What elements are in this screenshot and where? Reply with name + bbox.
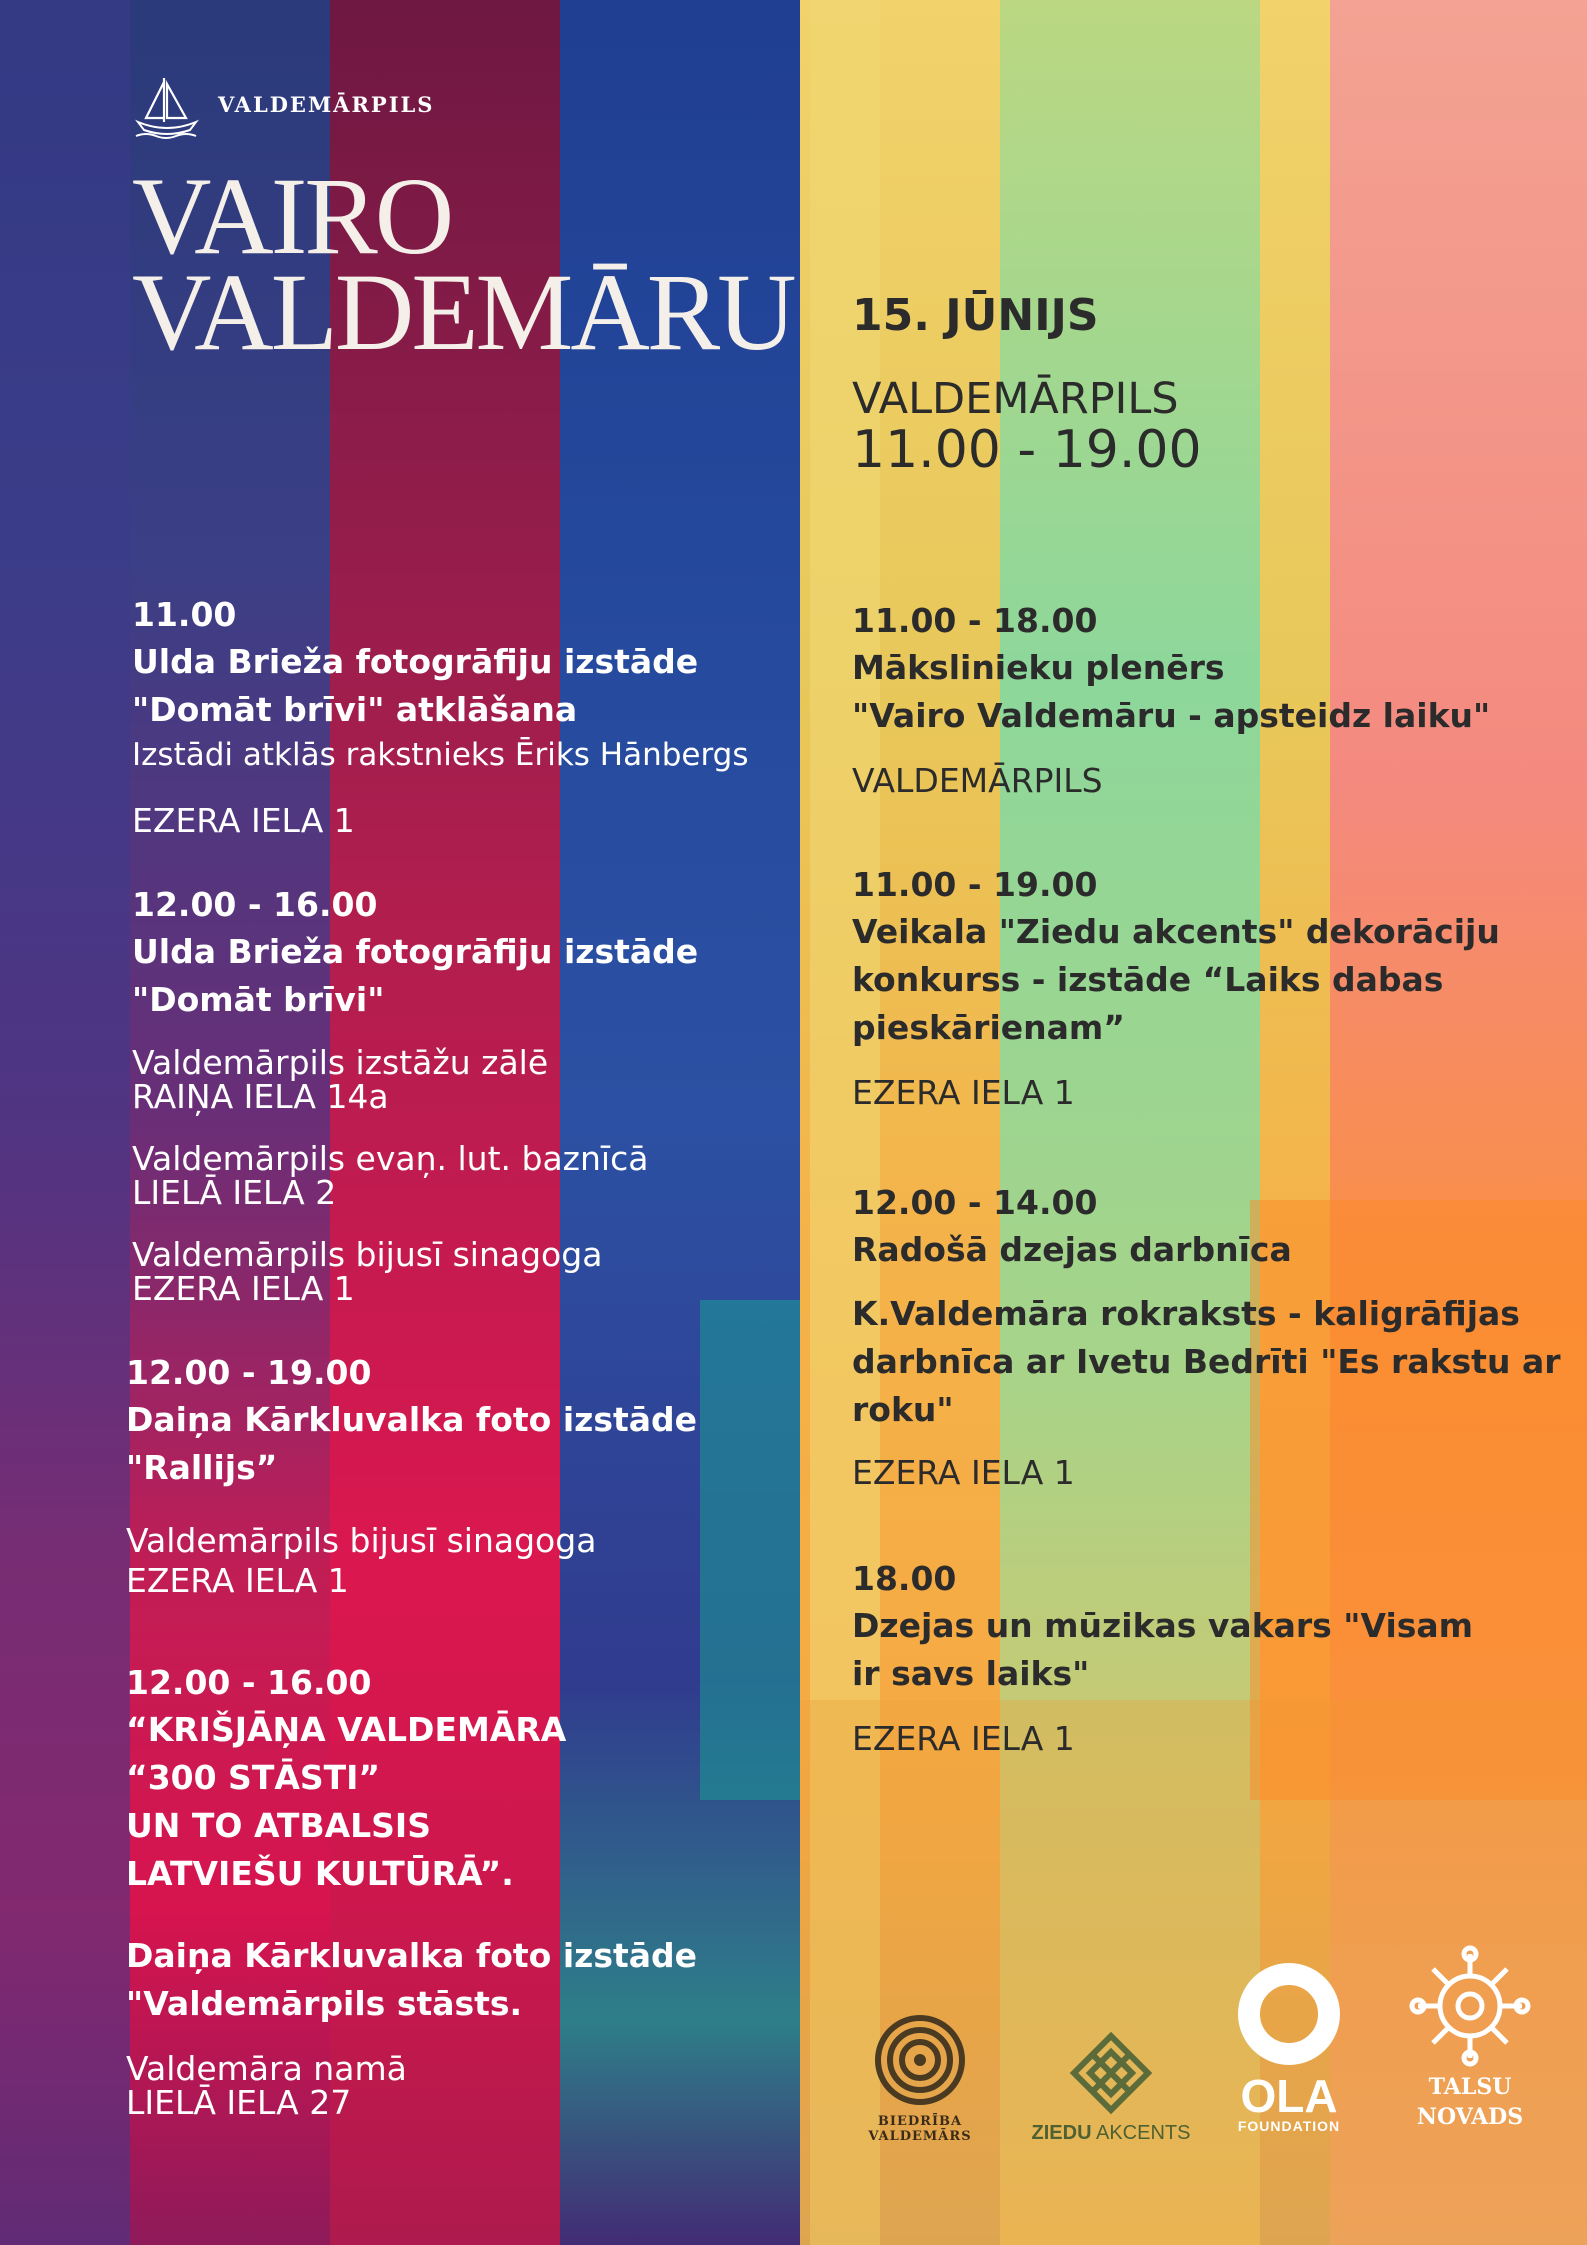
logo-text: VALDEMĀRS [868, 2129, 972, 2144]
event-place: VALDEMĀRPILS [852, 761, 1103, 800]
event-title-line: Veikala "Ziedu akcents" dekorāciju [852, 912, 1500, 951]
logo-ola-foundation [1224, 1958, 1354, 2134]
event-title-line: ir savs laiks" [852, 1654, 1090, 1693]
event-address: EZERA IELA 1 [132, 801, 355, 840]
right-event-1 [852, 598, 1572, 798]
event-location: Valdemārpils bijusī sinagoga [132, 1235, 603, 1274]
event-note: Izstādi atklās rakstnieks Ēriks Hānbergs [132, 737, 749, 773]
event-title-line: Radošā dzejas darbnīca [852, 1230, 1292, 1269]
event-time: 12.00 - 14.00 [852, 1183, 1098, 1222]
ziedu-knot-icon [1066, 2028, 1156, 2118]
logo-text: NOVADS [1416, 2104, 1524, 2130]
logo-text-bold: ZIEDU [1031, 2122, 1092, 2144]
page-title [132, 155, 794, 373]
logo-talsu-novads [1400, 1944, 1540, 2132]
event-time: 12.00 - 16.00 [132, 885, 378, 924]
event-subtitle: K.Valdemāra rokraksts - kaligrāfijas [852, 1294, 1520, 1333]
knot-icon [870, 2010, 970, 2110]
event-title-line: Daiņa Kārkluvalka foto izstāde [126, 1400, 698, 1439]
event-title-line: Ulda Brieža fotogrāfiju izstāde [132, 932, 699, 971]
logo-text [1016, 2122, 1206, 2145]
event-time: 18.00 [852, 1559, 957, 1598]
event-title-line: konkurss - izstāde “Laiks dabas [852, 960, 1444, 999]
logo-text: BIEDRĪBA [877, 2114, 963, 2129]
logo-text: OLA [1240, 2070, 1338, 2122]
event-time: 11.00 - 18.00 [852, 601, 1098, 640]
event-address: EZERA IELA 1 [852, 1073, 1075, 1112]
snowflake-icon [1408, 1944, 1532, 2068]
event-date: 15. JŪNIJS [852, 290, 1099, 341]
event-subtitle: "Valdemārpils stāsts. [126, 1984, 523, 2023]
event-subtitle: darbnīca ar Ivetu Bedrīti "Es rakstu ar [852, 1342, 1561, 1381]
event-address: LIELĀ IELA 27 [126, 2083, 352, 2122]
event-location: Valdemārpils evaņ. lut. baznīcā [132, 1139, 649, 1178]
left-event-2 [132, 882, 782, 1306]
event-subtitle: Daiņa Kārkluvalka foto izstāde [126, 1936, 698, 1975]
event-title-line: Mākslinieku plenērs [852, 648, 1225, 687]
event-address: RAIŅA IELA 14a [132, 1077, 389, 1116]
event-title-line: “KRIŠJĀŅA VALDEMĀRA [126, 1710, 567, 1749]
event-location: Valdemārpils izstāžu zālē [132, 1043, 549, 1082]
title-line-2: VALDEMĀRU [132, 251, 794, 373]
event-address: EZERA IELA 1 [852, 1719, 1075, 1758]
event-time: 12.00 - 16.00 [126, 1663, 372, 1702]
logo-biedriba-valdemars [860, 2010, 980, 2144]
brand-name: VALDEMĀRPILS [218, 92, 435, 117]
right-event-2 [852, 862, 1572, 1110]
event-address: EZERA IELA 1 [132, 1269, 355, 1308]
right-event-3 [852, 1180, 1572, 1490]
event-title-line: Ulda Brieža fotogrāfiju izstāde [132, 642, 699, 681]
event-title-line: "Domāt brīvi" [132, 980, 385, 1019]
event-time: 12.00 - 19.00 [126, 1353, 372, 1392]
event-hours: 11.00 - 19.00 [852, 420, 1202, 480]
event-address: EZERA IELA 1 [126, 1561, 349, 1600]
left-event-1 [132, 592, 782, 838]
event-title-line: "Domāt brīvi" atklāšana [132, 690, 578, 729]
logo-text-light: AKCENTS [1091, 2122, 1191, 2144]
left-event-3 [126, 1350, 786, 1598]
event-time: 11.00 [132, 595, 237, 634]
logo-text: TALSU [1428, 2074, 1512, 2100]
event-title-line: "Vairo Valdemāru - apsteidz laiku" [852, 696, 1491, 735]
event-place: VALDEMĀRPILS [852, 374, 1179, 424]
event-location: Valdemārpils bijusī sinagoga [126, 1521, 597, 1560]
left-event-4 [126, 1660, 786, 2120]
title-line-1: VAIRO [132, 155, 452, 277]
event-time: 11.00 - 19.00 [852, 865, 1098, 904]
event-title-line: pieskārienam” [852, 1008, 1125, 1047]
logo-ziedu-akcents [1016, 2028, 1206, 2145]
logo-text: FOUNDATION [1237, 2118, 1341, 2134]
event-title-line: UN TO ATBALSIS [126, 1806, 431, 1845]
event-address: LIELĀ IELA 2 [132, 1173, 337, 1212]
event-subtitle: roku" [852, 1390, 954, 1429]
right-event-4 [852, 1556, 1572, 1756]
event-title-line: “300 STĀSTI” [126, 1758, 381, 1797]
event-location: Valdemāra namā [126, 2049, 407, 2088]
event-title-line: "Rallijs” [126, 1448, 278, 1487]
event-title-line: LATVIEŠU KULTŪRĀ”. [126, 1854, 514, 1893]
event-address: EZERA IELA 1 [852, 1453, 1075, 1492]
event-title-line: Dzejas un mūzikas vakars "Visam [852, 1606, 1474, 1645]
ola-ring-icon [1233, 1958, 1345, 2070]
ship-logo-icon [132, 72, 202, 140]
